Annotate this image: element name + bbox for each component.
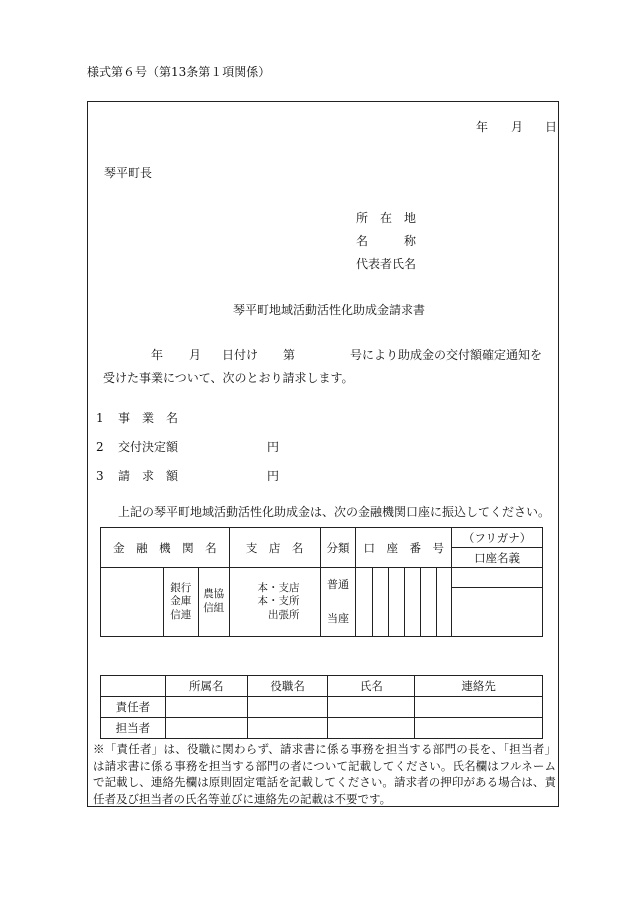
account-header: 口 座 番 号	[356, 528, 452, 568]
furigana-header: （フリガナ）	[452, 528, 543, 548]
item-unit: 円	[267, 440, 280, 454]
account-digit-cell[interactable]	[373, 568, 389, 637]
bank-type-label: 信組	[203, 602, 225, 614]
holder-header: 口座名義	[452, 548, 543, 568]
resp-row-label: 責任者	[101, 697, 166, 718]
date-month: 月	[511, 120, 524, 134]
date-day: 日	[545, 120, 558, 134]
resp-cell[interactable]	[415, 697, 543, 718]
date-year: 年	[476, 120, 489, 134]
resp-cell[interactable]	[165, 718, 247, 739]
body-line1-rest: 号により助成金の交付額確定通知を	[350, 348, 543, 362]
bank-type-b-cell	[198, 568, 229, 637]
resp-header: 所属名	[165, 676, 247, 697]
applicant-address: 所 在 地	[356, 211, 417, 225]
item-no: 3	[96, 469, 104, 483]
branch-type-label: 本・支店	[257, 581, 300, 594]
responsible-table	[100, 675, 543, 739]
bank-table	[100, 527, 543, 637]
bank-type-label: 信連	[170, 608, 192, 621]
account-digit-cell[interactable]	[405, 568, 421, 637]
resp-cell[interactable]	[328, 697, 415, 718]
item-label: 交付決定額	[118, 440, 179, 454]
resp-header: 連絡先	[415, 676, 543, 697]
item-unit: 円	[267, 469, 280, 483]
bank-name-header: 金 融 機 関 名	[101, 528, 230, 568]
resp-cell[interactable]	[328, 718, 415, 739]
transfer-note: 上記の琴平町地域活動活性化助成金は、次の金融機関口座に振込してください。	[118, 505, 551, 519]
furigana-cell[interactable]	[452, 568, 543, 588]
resp-header: 役職名	[247, 676, 328, 697]
account-digit-cell[interactable]	[421, 568, 437, 637]
body-year: 年	[151, 348, 164, 362]
resp-header: 氏名	[328, 676, 415, 697]
item-no: 2	[96, 440, 104, 454]
type-header: 分類	[320, 528, 356, 568]
branch-type-label: 出張所	[268, 608, 300, 621]
bank-type-label: 銀行	[170, 581, 192, 594]
holder-cell[interactable]	[452, 588, 543, 637]
branch-cell[interactable]	[229, 568, 320, 637]
account-digit-cell[interactable]	[356, 568, 373, 637]
resp-cell[interactable]	[165, 697, 247, 718]
item-no: 1	[96, 411, 104, 425]
bank-type-label: 農協	[203, 588, 225, 601]
body-no: 第	[283, 348, 296, 362]
body-month: 月	[189, 348, 202, 362]
footnote: ※「責任者」は、役職に関わらず、請求書に係る事務を担当する部門の長を、「担当者」は請求書に係る事務を担当する部門の者について記載してください。氏名欄はフルネームで記載し、連絡先欄は原則固定電話を記載してください。請求者の押印がある場合は、責任者及び担当者の氏名等並びに連絡先の記載は不要です。	[93, 742, 556, 806]
account-type-cell[interactable]	[320, 568, 356, 637]
item-label: 請 求 額	[118, 469, 179, 483]
body-line2: 受けた事業について、次のとおり請求します。	[103, 371, 354, 385]
corner-cell	[101, 676, 166, 697]
form-label: 様式第６号（第13条第１項関係）	[87, 65, 271, 79]
page-title: 琴平町地域活動活性化助成金請求書	[233, 303, 426, 317]
bank-name-cell[interactable]	[101, 568, 164, 637]
account-type-label: 当座	[326, 612, 349, 625]
applicant-rep: 代表者氏名	[356, 257, 417, 271]
branch-type-label: 本・支所	[257, 595, 300, 608]
addressee: 琴平町長	[104, 166, 153, 180]
resp-cell[interactable]	[415, 718, 543, 739]
bank-type-a-cell	[163, 568, 198, 637]
account-digit-cell[interactable]	[389, 568, 405, 637]
item-label: 事 業 名	[118, 411, 179, 425]
resp-cell[interactable]	[247, 697, 328, 718]
resp-row-label: 担当者	[101, 718, 166, 739]
resp-cell[interactable]	[247, 718, 328, 739]
body-day: 日付け	[222, 348, 259, 362]
branch-header: 支 店 名	[229, 528, 320, 568]
applicant-name: 名 称	[356, 234, 417, 248]
bank-type-label: 金庫	[170, 595, 192, 608]
account-digit-cell[interactable]	[437, 568, 452, 637]
account-type-label: 普通	[326, 578, 349, 591]
